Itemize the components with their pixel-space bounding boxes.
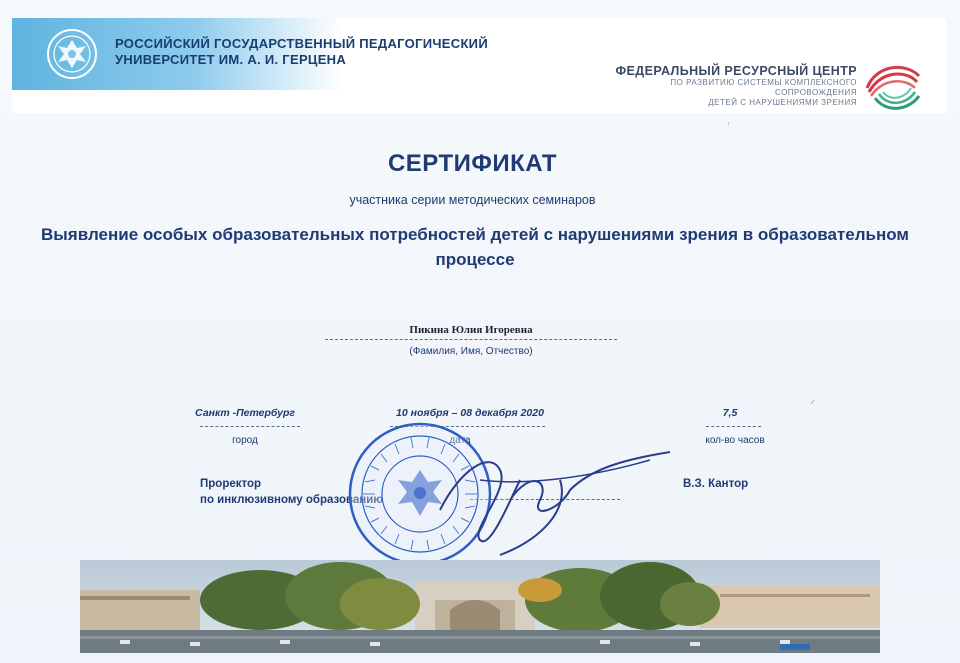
- resource-center-name: ФЕДЕРАЛЬНЫЙ РЕСУРСНЫЙ ЦЕНТР: [615, 64, 857, 78]
- city-value: Санкт -Петербург: [194, 407, 296, 419]
- name-underline: [325, 339, 617, 340]
- certificate-title: СЕРТИФИКАТ: [387, 150, 558, 177]
- hours-value: 7,5: [722, 407, 738, 419]
- resource-center-sub1: ПО РАЗВИТИЮ СИСТЕМЫ КОМПЛЕКСНОГО: [670, 78, 857, 87]
- name-caption: (Фамилия, Имя, Отчество): [409, 346, 533, 357]
- date-caption: дата: [449, 435, 471, 446]
- seminar-topic-line1: Выявление особых образовательных потребностей детей с нарушениями зрения в образовательном: [41, 225, 909, 244]
- scan-speck: ⸝: [810, 395, 815, 406]
- handwritten-signature: [420, 440, 680, 560]
- participant-name: Пикина Юлия Игоревна: [409, 324, 533, 336]
- city-caption: город: [232, 435, 258, 446]
- certificate-subtitle: участника серии методических семинаров: [349, 193, 596, 207]
- city-underline: [200, 426, 300, 427]
- signer-position-line2: по инклюзивному образованию: [200, 494, 384, 506]
- university-title-line2: УНИВЕРСИТЕТ ИМ. А. И. ГЕРЦЕНА: [115, 52, 347, 67]
- signer-name: В.З. Кантор: [683, 478, 749, 490]
- resource-center-sub2: СОПРОВОЖДЕНИЯ: [774, 88, 857, 97]
- university-title-line1: РОССИЙСКИЙ ГОСУДАРСТВЕННЫЙ ПЕДАГОГИЧЕСКИЙ: [115, 36, 488, 51]
- header-band: [12, 18, 947, 113]
- hours-underline: [706, 426, 761, 427]
- swirl-logo-icon: [857, 58, 927, 118]
- crest-icon: [42, 28, 102, 80]
- date-value: 10 ноября – 08 декабря 2020: [396, 407, 544, 419]
- university-title: [115, 36, 555, 68]
- resource-center-sub3: ДЕТЕЙ С НАРУШЕНИЯМИ ЗРЕНИЯ: [708, 98, 857, 107]
- seminar-topic-line2: процессе: [435, 250, 515, 269]
- resource-center-title: [537, 64, 857, 108]
- scan-speck: ˒: [727, 117, 731, 128]
- city-panorama-photo: [80, 560, 880, 653]
- hours-caption: кол-во часов: [705, 435, 765, 446]
- seminar-topic: [20, 222, 930, 272]
- signer-position-line1: Проректор: [200, 478, 262, 490]
